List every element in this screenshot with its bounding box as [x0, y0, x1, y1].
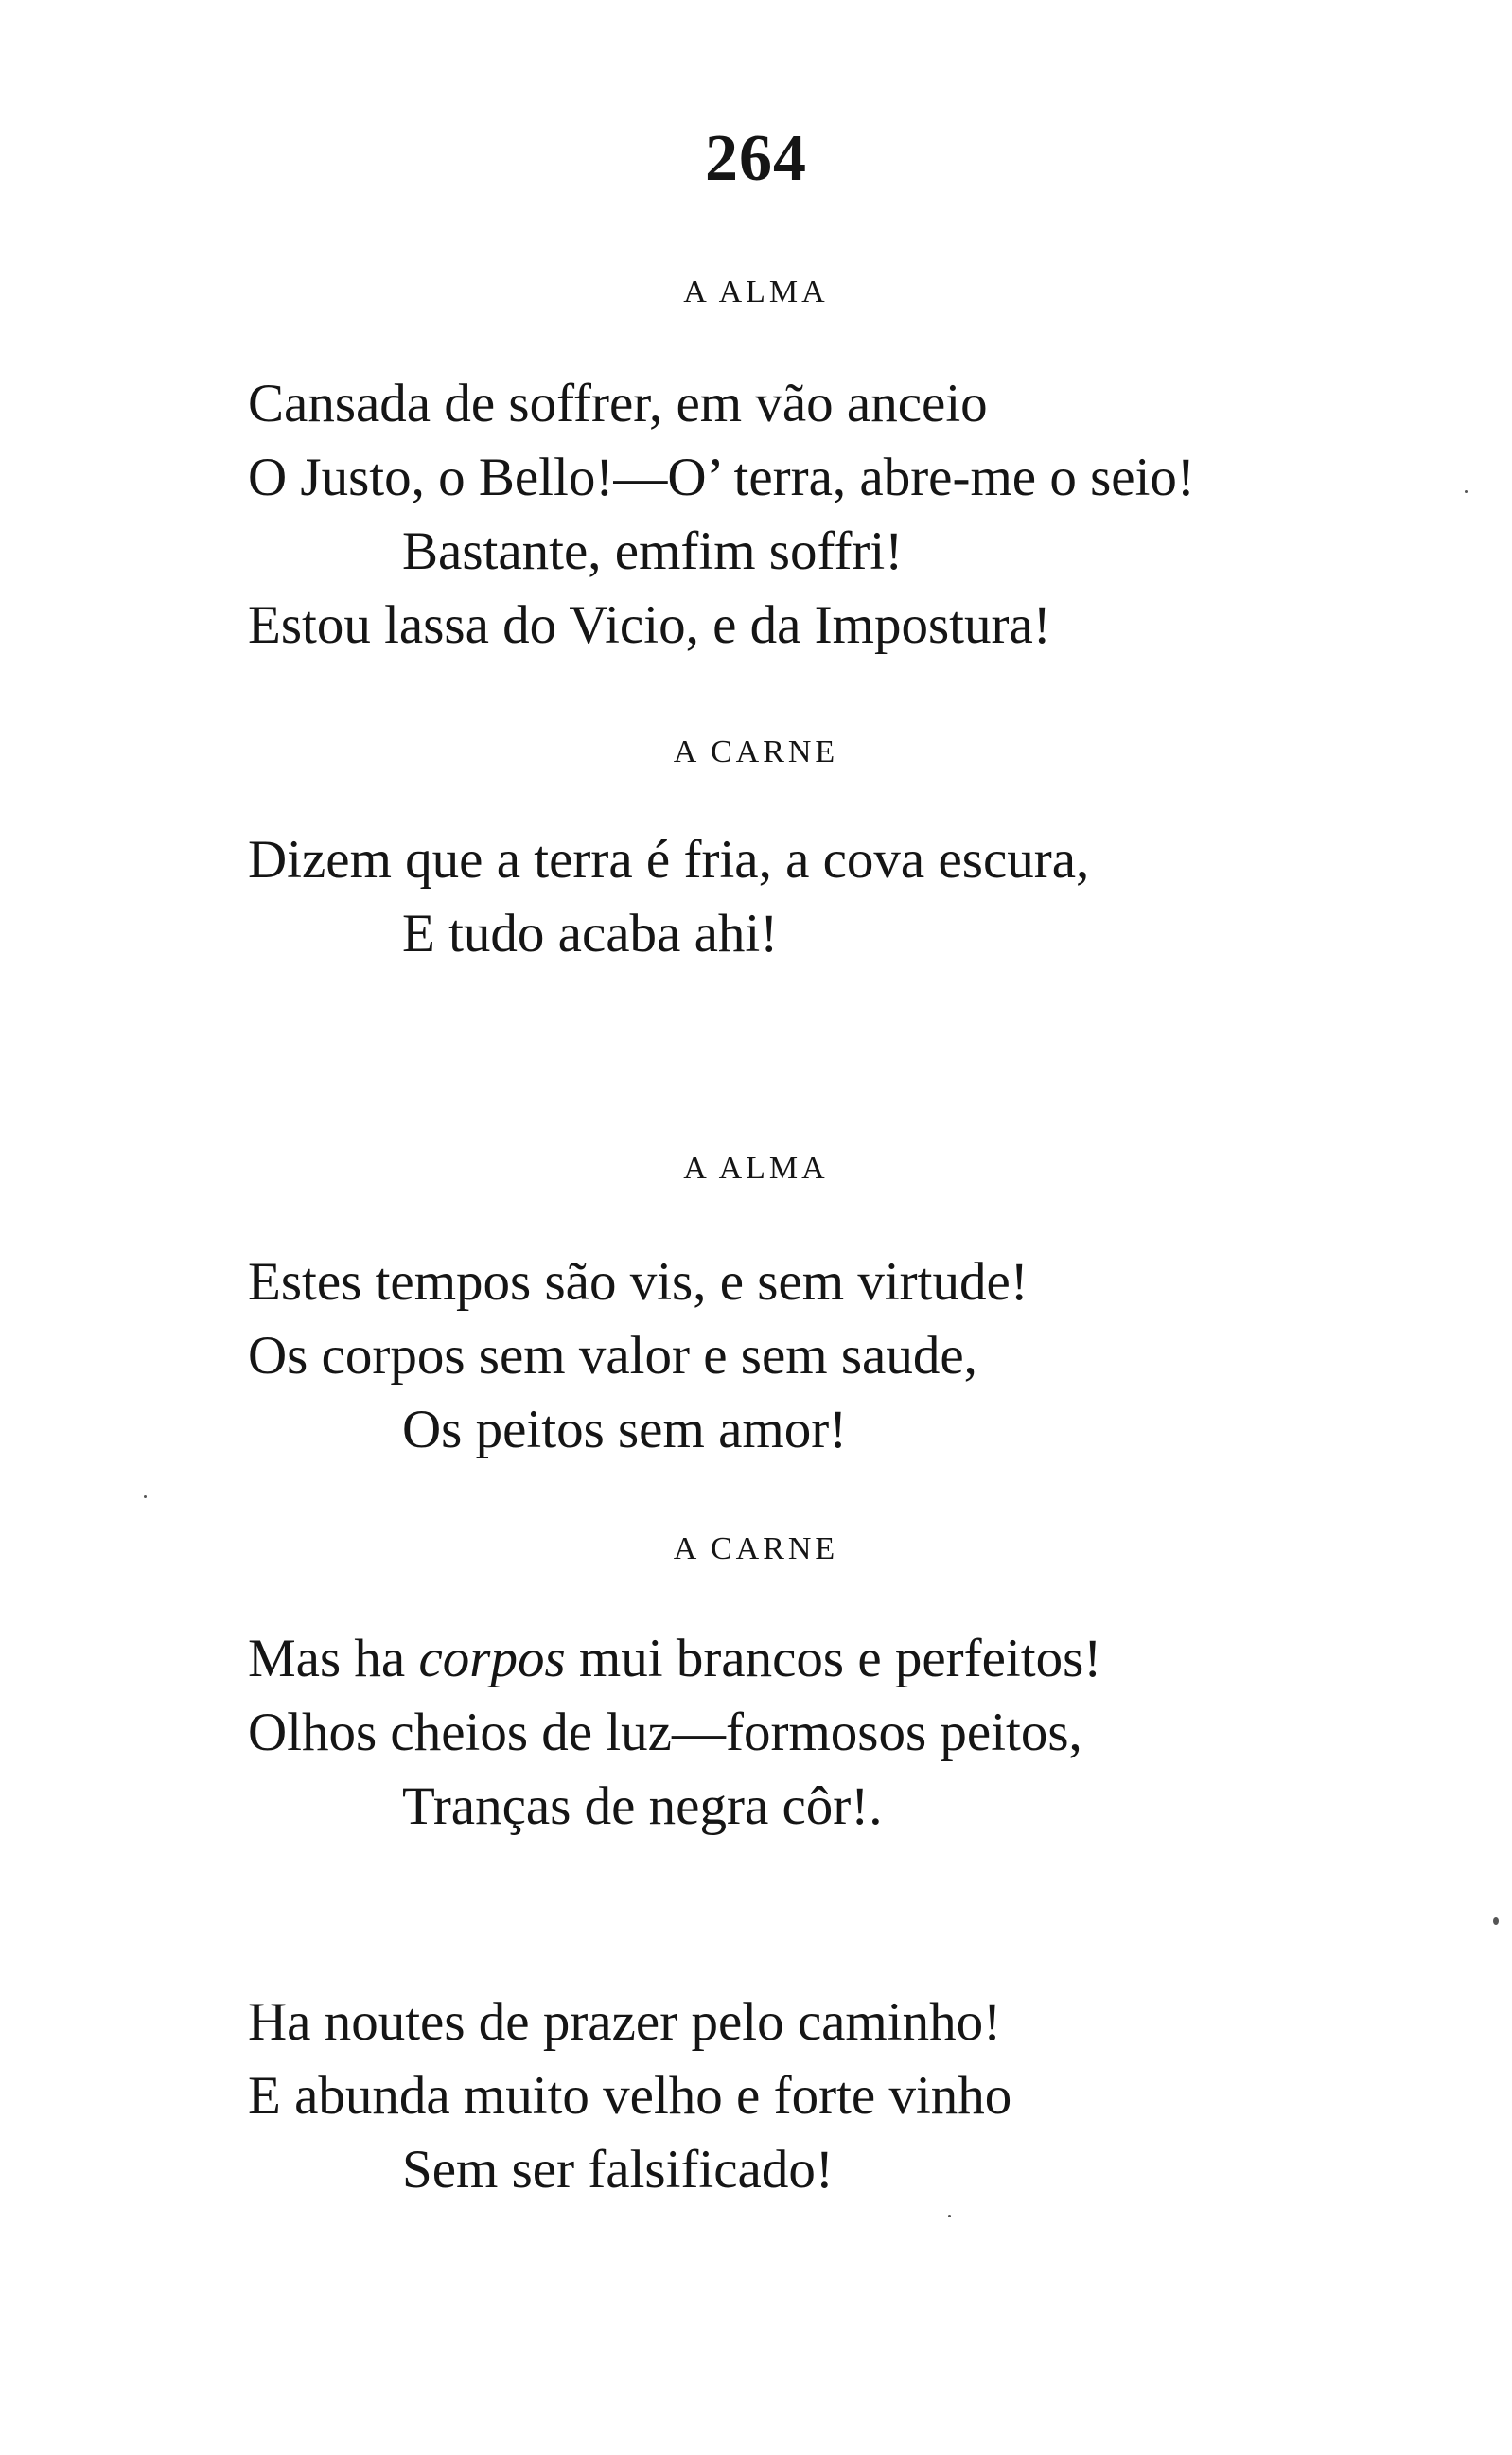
- verse-line: Sem ser falsificado!: [402, 2140, 834, 2199]
- speaker-heading-carne: A CARNE: [673, 1531, 839, 1566]
- verse-text: mui brancos e perfeitos!: [565, 1629, 1102, 1688]
- verse-line: Cansada de soffrer, em vão anceio: [248, 374, 988, 433]
- verse-line: Estou lassa do Vicio, e da Impostura!: [248, 595, 1051, 655]
- speaker-heading-alma: A ALMA: [683, 1151, 829, 1186]
- verse-line: Olhos cheios de luz—formosos peitos,: [248, 1703, 1082, 1762]
- verse-line: Os corpos sem valor e sem saude,: [248, 1326, 977, 1386]
- italic-word: corpos: [418, 1629, 566, 1688]
- page-number: 264: [705, 122, 807, 195]
- verse-line: Ha noutes de prazer pelo caminho!: [248, 1992, 1002, 2052]
- ink-speck: [1465, 490, 1468, 493]
- speaker-heading-carne: A CARNE: [673, 734, 839, 769]
- verse-line: Estes tempos são vis, e sem virtude!: [248, 1252, 1029, 1312]
- verse-line: O Justo, o Bello!—O’ terra, abre-me o seio!: [248, 448, 1195, 507]
- verse-line: [248, 1629, 1102, 1688]
- verse-line: Dizem que a terra é fria, a cova escura,: [248, 830, 1090, 890]
- ink-speck: [948, 2215, 951, 2217]
- ink-speck: [1493, 1917, 1499, 1925]
- verse-line: Bastante, emfim soffri!: [402, 521, 904, 581]
- verse-text: Mas ha: [248, 1629, 419, 1688]
- verse-line: Os peitos sem amor!: [402, 1400, 848, 1459]
- ink-speck: [144, 1495, 147, 1498]
- verse-line: E abunda muito velho e forte vinho: [248, 2066, 1012, 2126]
- verse-line: E tudo acaba ahi!: [402, 904, 779, 963]
- verse-line: Tranças de negra côr!.: [402, 1776, 883, 1836]
- speaker-heading-alma: A ALMA: [683, 274, 829, 309]
